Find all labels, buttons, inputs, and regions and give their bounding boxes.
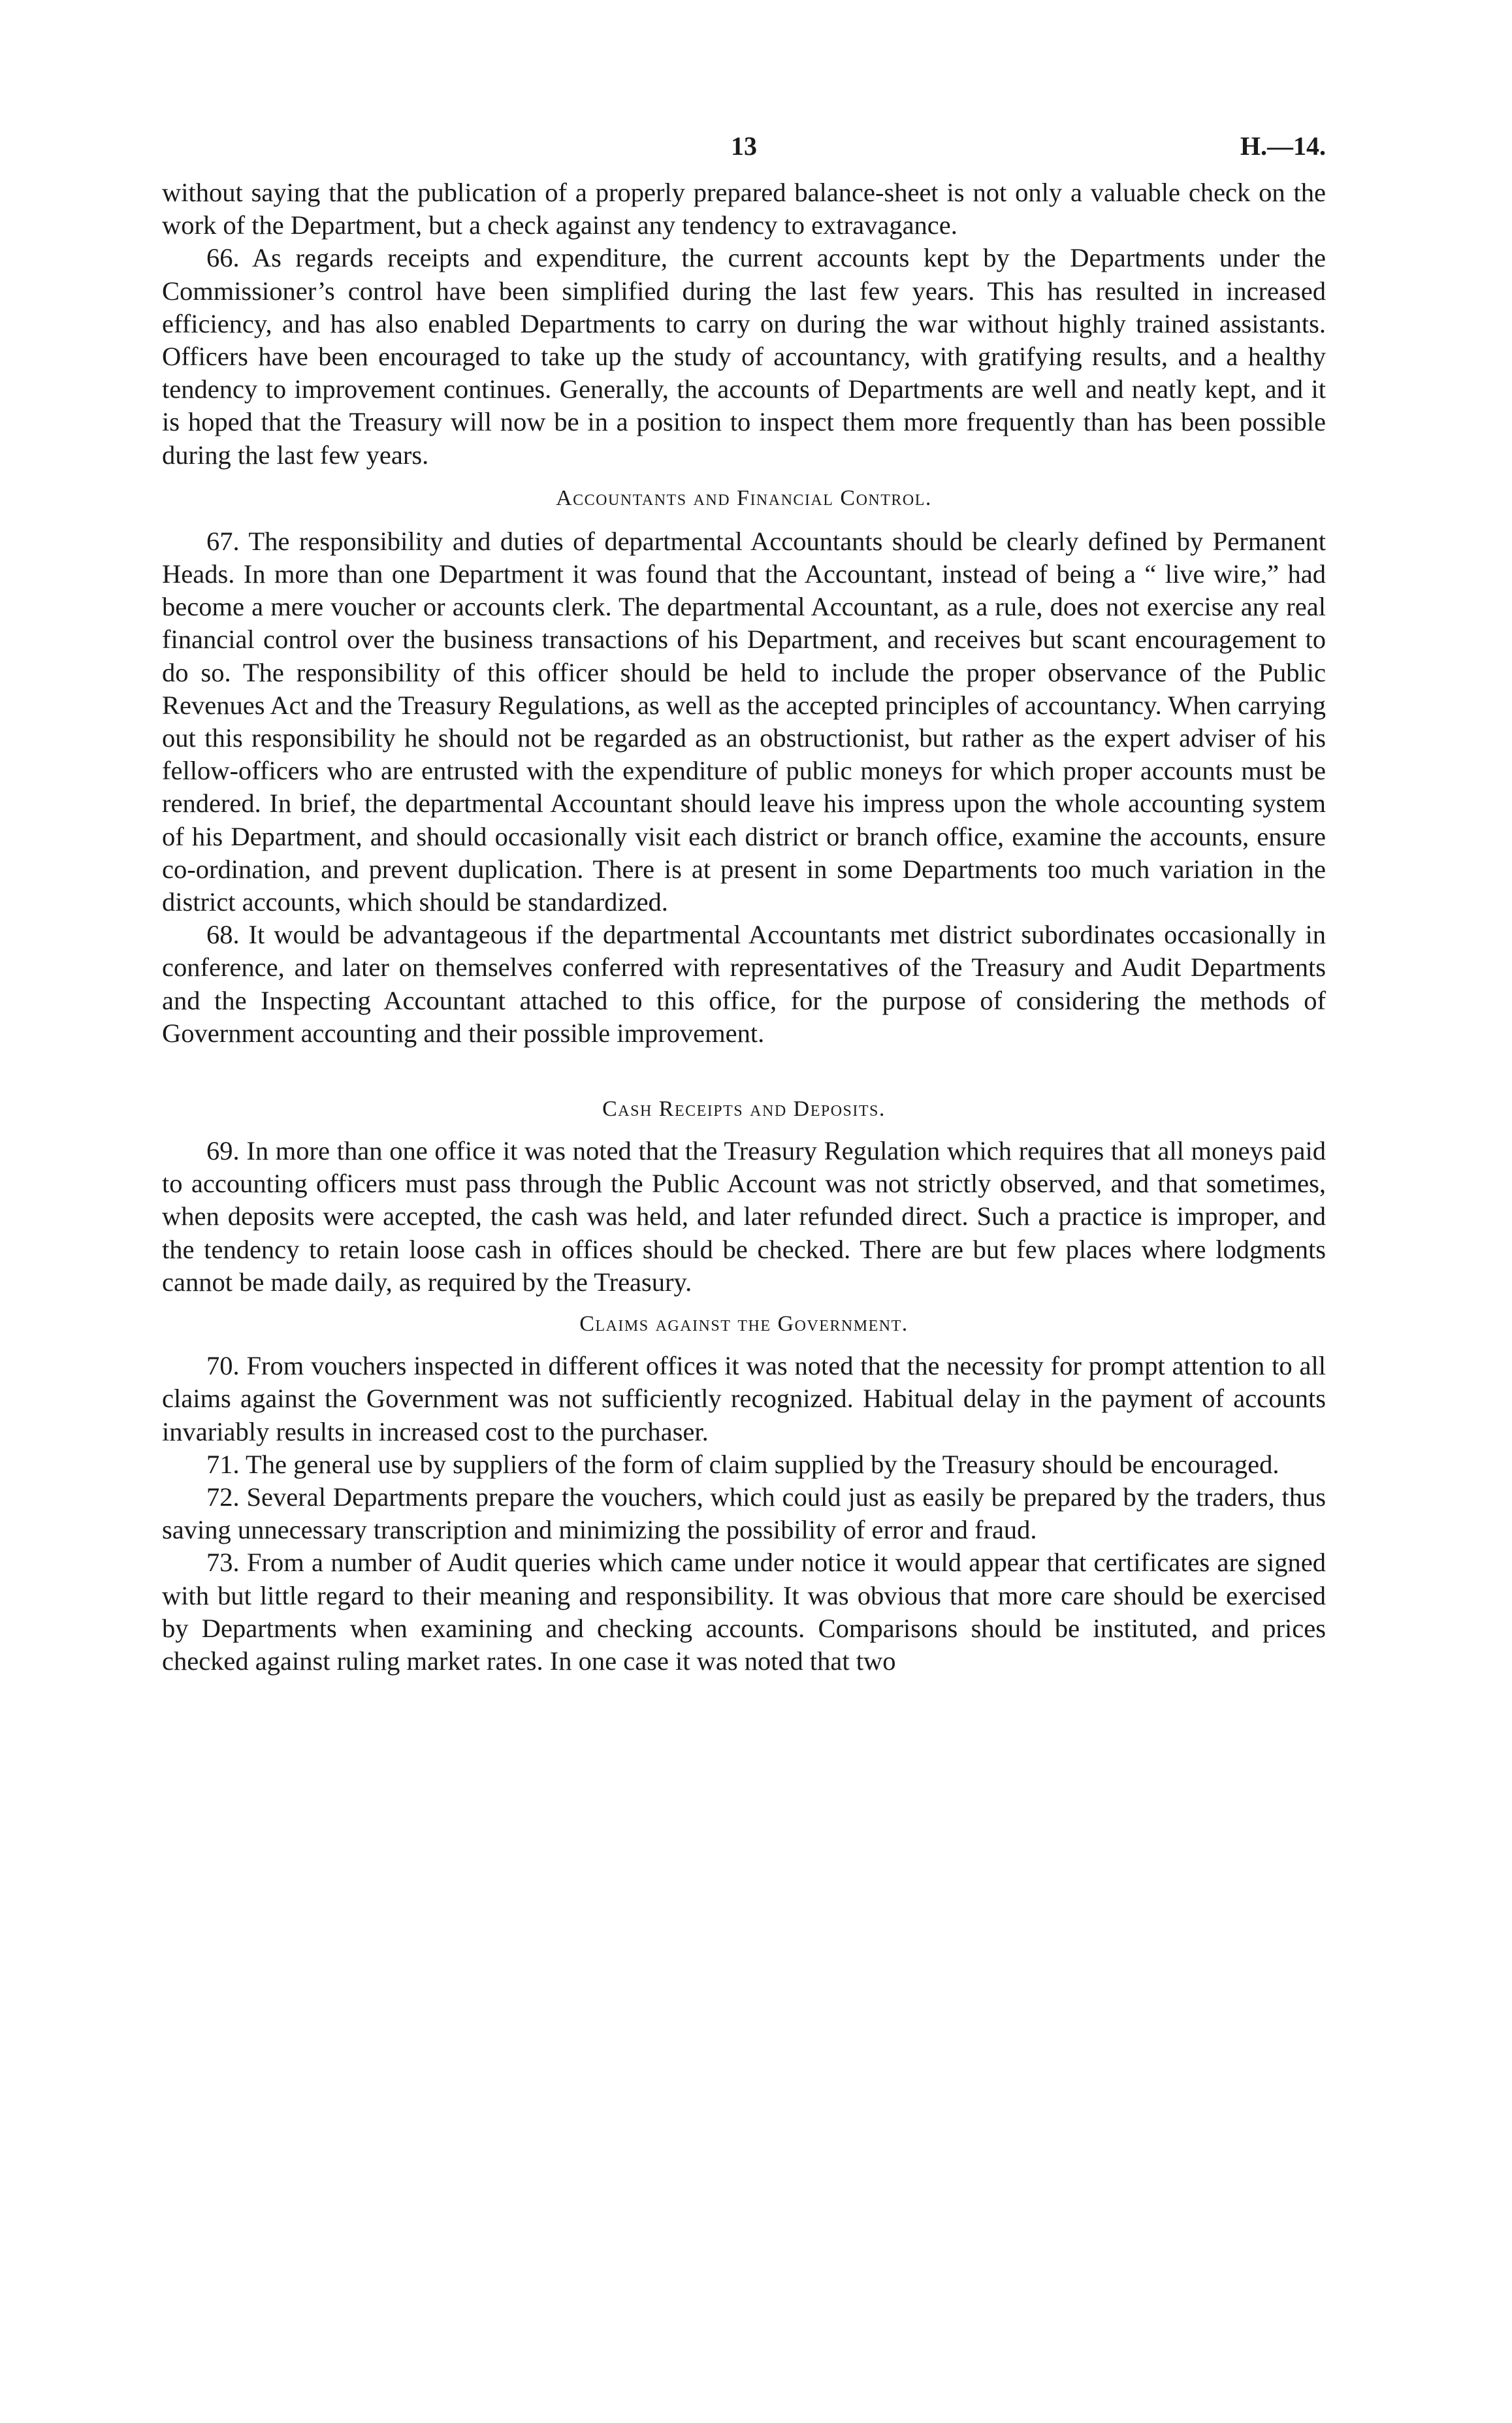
paragraph-66: 66. As regards receipts and expenditure, the current accounts kept by the Departments under the Commissioner’s control have been simplified during the last few years. This has resulted in increased efficiency, and has also enabled Departments to carry on during the war without highly trained assistants. Officers have been encouraged to take up the study of accountancy, with gratifying results, and a healthy tendency to improvement continues. Generally, the accounts of Departments are well and neatly kept, and it is hoped that the Treasury will now be in a position to inspect them more frequently than has been possible during the last few years. bbox=[162, 243, 1326, 470]
section-heading-accountants: Accountants and Financial Control. bbox=[556, 485, 932, 510]
document-page bbox=[162, 131, 1326, 1678]
paragraph-70: 70. From vouchers inspected in different offices it was noted that the necessity for prompt attention to all claims against the Government was not sufficiently recognized. Habitual delay in the payment of accounts invariably results in increased cost to the purchaser. bbox=[162, 1351, 1326, 1446]
paragraph-67: 67. The responsibility and duties of departmental Accountants should be clearly defined by Permanent Heads. In more than one Department it was found that the Accountant, instead of being a “ live wire,” had become a mere voucher or accounts clerk. The departmental Accountant, as a rule, does not exercise any real financial control over the business transactions of his Department, and receives but scant encouragement to do so. The responsibility of this officer should be held to include the proper observance of the Public Revenues Act and the Treasury Regulations, as well as the accepted principles of accountancy. When carrying out this responsibility he should not be regarded as an obstructionist, but rather as the expert adviser of his fellow-officers who are entrusted with the expenditure of public moneys for which proper accounts must be rendered. In brief, the departmental Accountant should leave his impress upon the whole accounting system of his Department, and should occasionally visit each district or branch office, examine the accounts, ensure co-ordination, and prevent duplication. There is at present in some Departments too much variation in the district accounts, which should be standardized. bbox=[162, 526, 1326, 917]
page-header bbox=[162, 131, 1326, 176]
paragraph-65-continued: without saying that the publication of a properly prepared balance-sheet is not only a valuable check on the work of the Department, but a check against any tendency to extravagance. bbox=[162, 178, 1326, 240]
paragraph-68: 68. It would be advantageous if the departmental Accountants met district subordinates occasionally in conference, and later on themselves conferred with representatives of the Treasury and Audit Departments and the Inspecting Accountant attached to this office, for the purpose of considering the methods of Government accounting and their possible improvement. bbox=[162, 920, 1326, 1048]
paragraph-72: 72. Several Departments prepare the vouchers, which could just as easily be prepared by the traders, thus saving unnecessary transcription and minimizing the possibility of error and fraud. bbox=[162, 1482, 1326, 1545]
document-reference: H.—14. bbox=[1240, 131, 1326, 161]
paragraph-73: 73. From a number of Audit queries which came under notice it would appear that certificates are signed with but little regard to their meaning and responsibility. It was obvious that more care should be exercised by Departments when examining and checking accounts. Comparisons should be instituted, and prices checked against ruling market rates. In one case it was noted that two bbox=[162, 1548, 1326, 1676]
paragraph-71: 71. The general use by suppliers of the form of claim supplied by the Treasury should be encouraged. bbox=[206, 1449, 1279, 1479]
section-heading-claims: Claims against the Government. bbox=[579, 1312, 909, 1337]
section-heading-cash: Cash Receipts and Deposits. bbox=[602, 1097, 886, 1122]
page-number: 13 bbox=[731, 131, 757, 161]
paragraph-69: 69. In more than one office it was noted that the Treasury Regulation which requires that all moneys paid to accounting officers must pass through the Public Account was not strictly observed, and that sometimes, when deposits were accepted, the cash was held, and later refunded direct. Such a practice is improper, and the tendency to retain loose cash in offices should be checked. There are but few places where lodgments cannot be made daily, as required by the Treasury. bbox=[162, 1136, 1326, 1297]
